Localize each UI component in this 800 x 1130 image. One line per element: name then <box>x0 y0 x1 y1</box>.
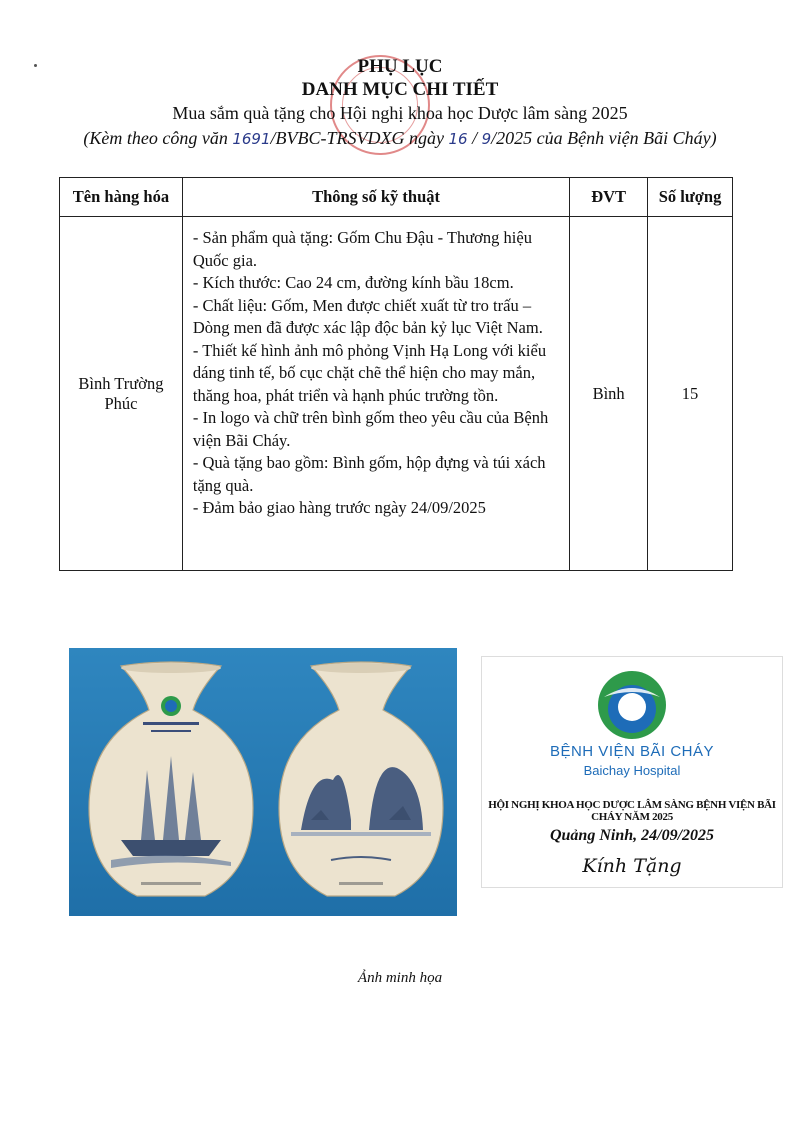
spec-line: - Sản phẩm quà tặng: Gốm Chu Đậu - Thương hiệu Quốc gia. <box>192 228 532 270</box>
event-inscription: HỘI NGHỊ KHOA HỌC DƯỢC LÂM SÀNG BỆNH VIỆN BÃI CHÁY NĂM 2025 <box>488 799 776 823</box>
spec-cell <box>182 217 569 571</box>
spec-line: - Kích thước: Cao 24 cm, đường kính bầu 18cm. <box>192 273 514 292</box>
reference-line <box>0 128 800 149</box>
spec-line: - Đảm bảo giao hàng trước ngày 24/09/2025 <box>192 498 486 517</box>
illustration-caption: Ảnh minh họa <box>357 970 443 986</box>
table-row <box>60 217 733 571</box>
purpose-line: Mua sắm quà tặng cho Hội nghị khoa học Dược lâm sàng 2025 <box>172 103 628 123</box>
spec-table <box>59 177 733 571</box>
spec-line: - Quà tặng bao gồm: Bình gốm, hộp đựng và túi xách tặng quà. <box>192 453 546 495</box>
hospital-name-vn: BỆNH VIỆN BÃI CHÁY <box>549 743 715 760</box>
unit-cell: Bình <box>570 217 648 571</box>
header-item-name: Tên hàng hóa <box>60 178 183 217</box>
appendix-title: PHỤ LỤC <box>357 56 443 77</box>
ref-month-handwritten: 9 <box>481 130 492 148</box>
ref-day-handwritten: 16 <box>448 130 468 148</box>
header-unit: ĐVT <box>570 178 648 217</box>
ref-suffix: /2025 của Bệnh viện Bãi Cháy) <box>491 128 717 148</box>
spec-line: - Chất liệu: Gốm, Men được chiết xuất từ tro trấu – Dòng men đã được xác lập độc bản kỷ lục Việt Nam. <box>192 295 543 337</box>
header-quantity: Số lượng <box>648 178 733 217</box>
quantity-cell: 15 <box>648 217 733 571</box>
greeting-inscription: Kính Tặng <box>582 855 682 877</box>
place-date-inscription: Quảng Ninh, 24/09/2025 <box>549 827 715 844</box>
hospital-logo-icon <box>594 667 670 743</box>
ref-sep: / <box>467 128 482 148</box>
table-header-row <box>60 178 733 217</box>
vase-ha-long-bay-image <box>271 660 451 906</box>
logo-inscription-panel <box>481 656 783 888</box>
vase-sailing-ship-image <box>81 660 261 906</box>
spec-line: - Thiết kế hình ảnh mô phỏng Vịnh Hạ Long với kiểu dáng tinh tế, bố cục chặt chẽ thể hiện cho may mắn, thăng hoa, phát triển và hạnh phúc trường tồn. <box>192 340 547 405</box>
hospital-name-en: Baichay Hospital <box>583 763 681 778</box>
ref-middle: /BVBC-TRSVDXG ngày <box>270 128 449 148</box>
spec-line: - In logo và chữ trên bình gốm theo yêu cầu của Bệnh viện Bãi Cháy. <box>192 408 549 450</box>
vase-product-photo <box>69 648 457 916</box>
ref-prefix: (Kèm theo công văn <box>83 128 233 148</box>
header-specs: Thông số kỹ thuật <box>182 178 569 217</box>
detail-list-title: DANH MỤC CHI TIẾT <box>301 79 499 100</box>
ref-number-handwritten: 1691 <box>232 130 271 148</box>
item-name-cell: Bình Trường Phúc <box>60 217 183 571</box>
